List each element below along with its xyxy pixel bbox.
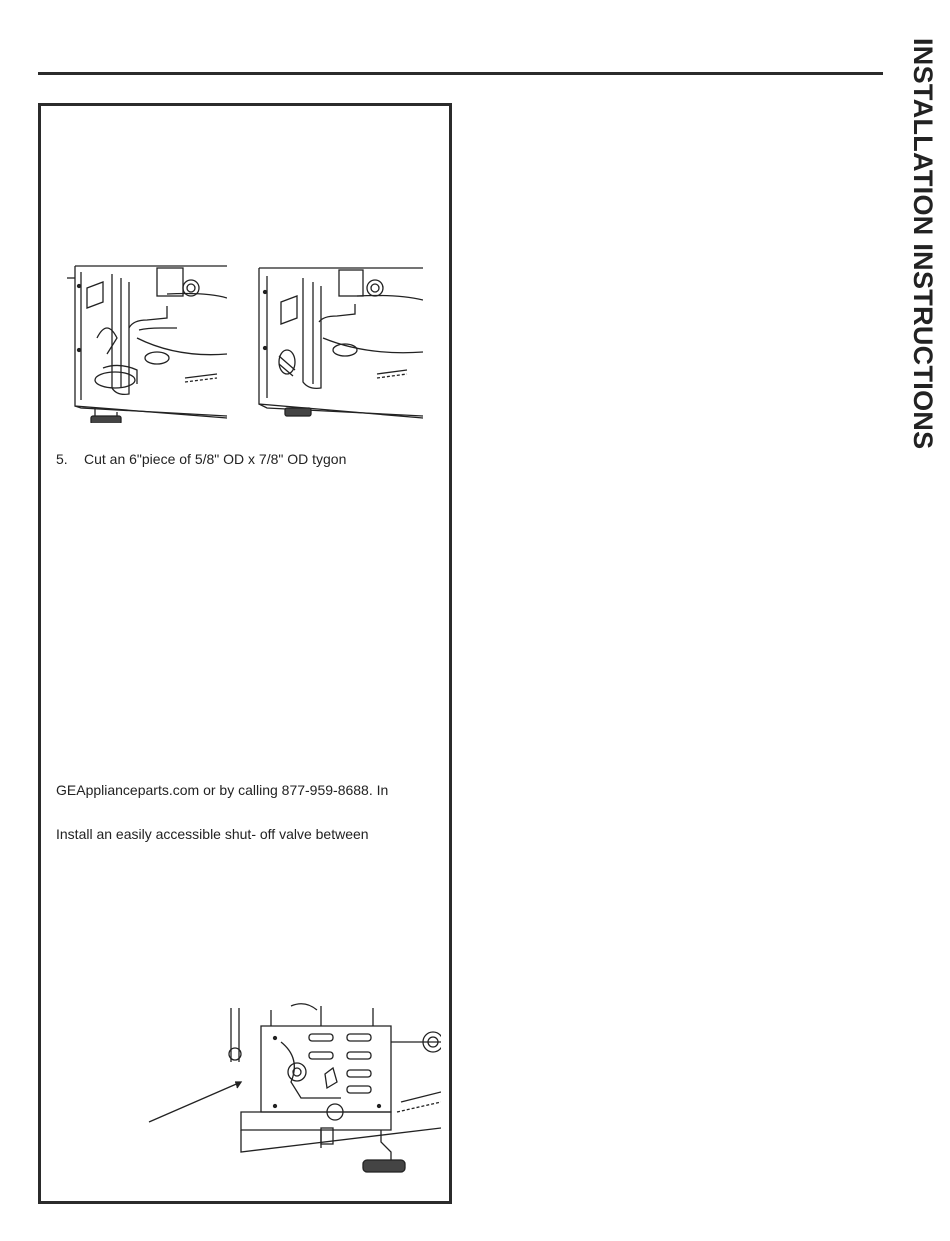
step-5-instruction: Cut an 6"piece of 5/8" OD x 7/8" OD tygon xyxy=(84,451,347,467)
shutoff-valve-location-icon xyxy=(141,1002,441,1182)
parts-info-text: GEApplianceparts.com or by calling 877-959-8688. In xyxy=(56,782,389,798)
shutoff-valve-text: Install an easily accessible shut- off valve between xyxy=(56,826,369,842)
instruction-panel xyxy=(38,103,452,1204)
header-rule xyxy=(38,72,883,75)
step-5-number: 5. xyxy=(56,451,68,467)
section-title: INSTALLATION INSTRUCTIONS xyxy=(908,38,938,450)
drain-tube-before-icon xyxy=(67,258,227,423)
step-5-text xyxy=(56,451,346,467)
drain-tube-after-icon xyxy=(257,266,423,426)
